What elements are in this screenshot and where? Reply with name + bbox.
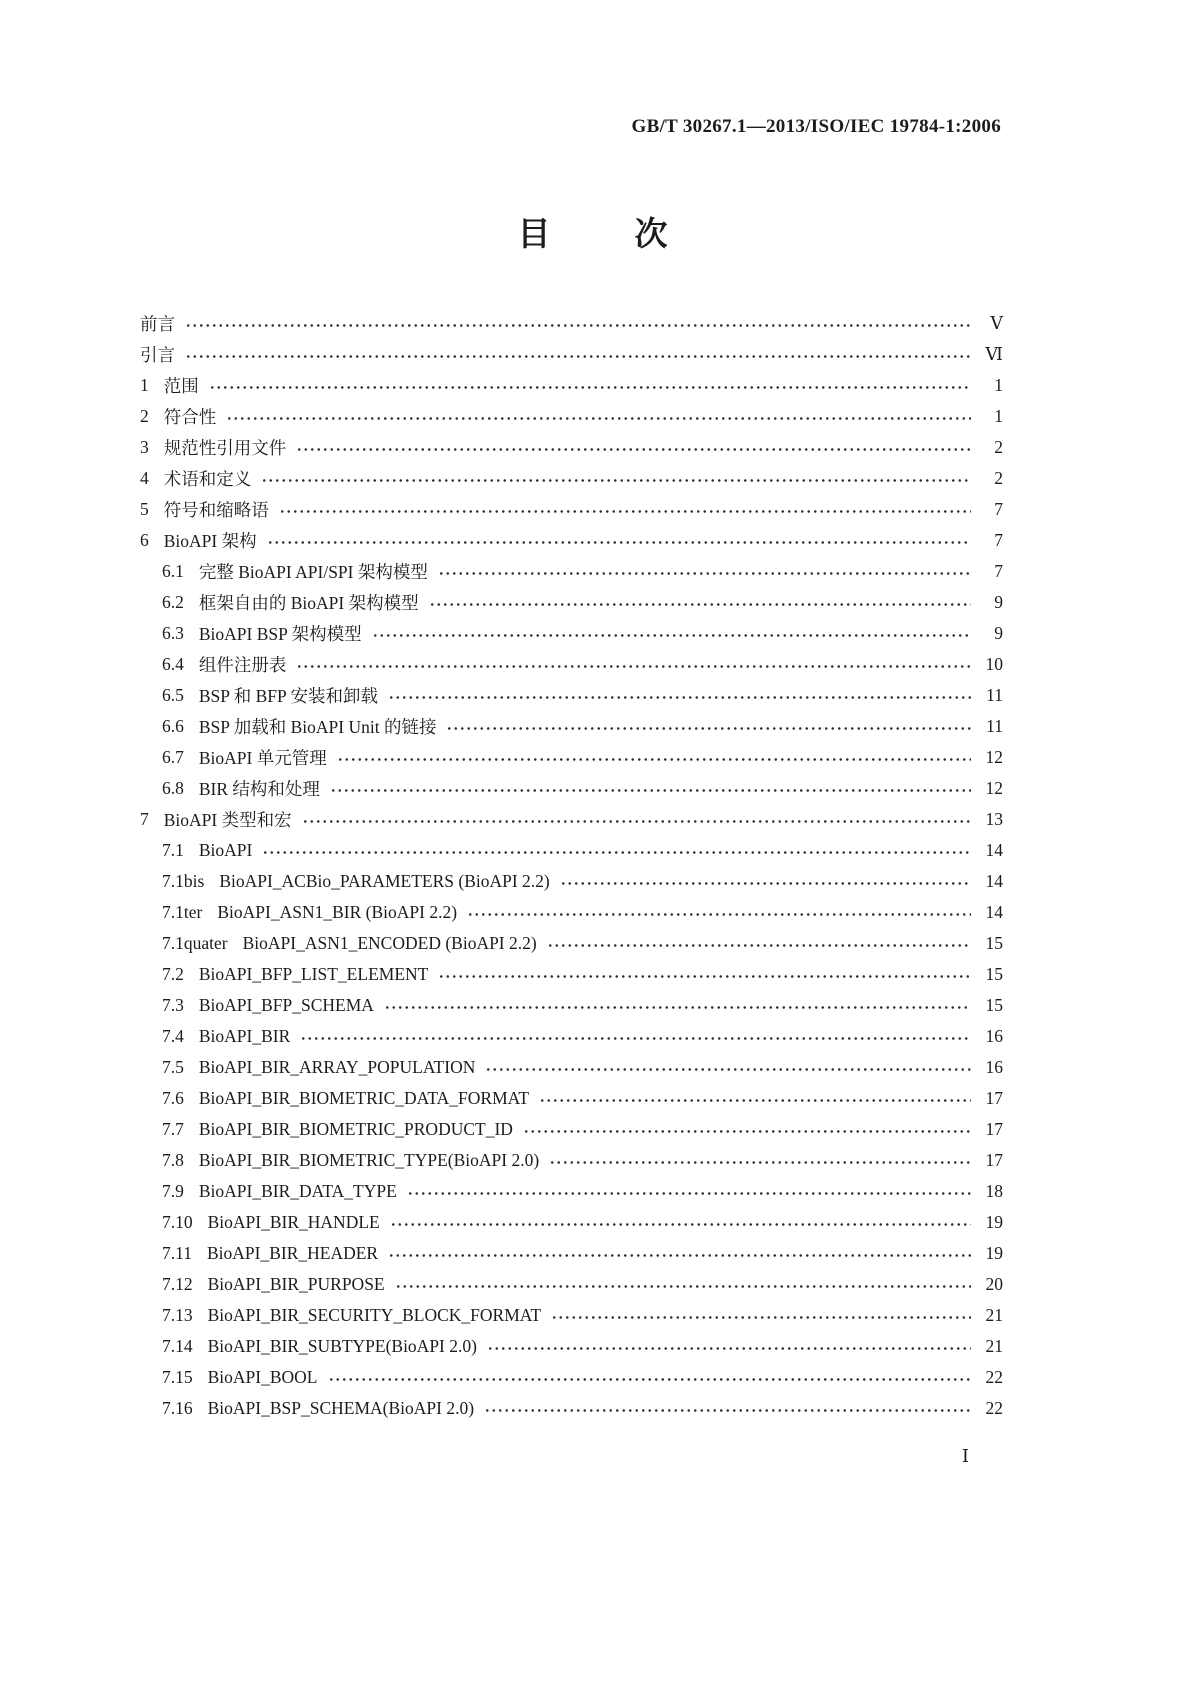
toc-entry-title: BioAPI_BIR_SUBTYPE(BioAPI 2.0): [207, 1336, 477, 1356]
toc-entry-title: BioAPI 单元管理: [198, 748, 327, 768]
toc-entry-title: BioAPI_BIR_BIOMETRIC_PRODUCT_ID: [198, 1119, 513, 1139]
dot-leader: [296, 649, 971, 680]
toc-entry-page: 12: [985, 747, 1003, 767]
toc-entry-page: 14: [985, 871, 1003, 891]
toc-entry-title: BioAPI 类型和宏: [163, 810, 292, 830]
dot-leader: [467, 897, 971, 928]
toc-entry-title: BioAPI_BIR_ARRAY_POPULATION: [198, 1057, 476, 1077]
dot-leader: [384, 990, 971, 1021]
toc-entry: [140, 401, 1003, 432]
dot-leader: [328, 1362, 972, 1393]
toc-entry-page: 11: [986, 716, 1003, 736]
toc-entry-number: 6.7: [162, 747, 184, 767]
toc-entry: [140, 1207, 1003, 1238]
toc-entry-title: 前言: [140, 314, 175, 334]
toc-entry-number: 7.11: [162, 1243, 192, 1263]
dot-leader: [429, 587, 971, 618]
toc-entry-page: 17: [985, 1119, 1003, 1139]
toc-entry-page: 20: [985, 1274, 1003, 1294]
dot-leader: [484, 1393, 971, 1424]
toc-entry: [140, 1362, 1003, 1393]
toc-entry: [140, 928, 1003, 959]
toc-entry-number: 7.1: [162, 840, 184, 860]
toc-entry: [140, 1052, 1003, 1083]
toc-entry-title: BSP 和 BFP 安装和卸载: [198, 686, 378, 706]
toc-entry-page: 7: [994, 561, 1003, 581]
toc-entry-number: 7.14: [162, 1336, 193, 1356]
toc-entry-title: 框架自由的 BioAPI 架构模型: [198, 593, 419, 613]
dot-leader: [372, 618, 971, 649]
dot-leader: [523, 1114, 971, 1145]
toc-entry: [140, 711, 1003, 742]
toc-entry: [140, 463, 1003, 494]
toc-entry: [140, 897, 1003, 928]
toc-entry-number: 7.6: [162, 1088, 184, 1108]
toc-entry-title: 术语和定义: [163, 469, 252, 489]
toc-entry-page: 22: [985, 1367, 1003, 1387]
toc-entry: [140, 525, 1003, 556]
dot-leader: [487, 1331, 971, 1362]
toc-entry-page: 16: [985, 1057, 1003, 1077]
toc-entry: [140, 556, 1003, 587]
toc-entry-number: 7.1ter: [162, 902, 203, 922]
toc-entry: [140, 1176, 1003, 1207]
dot-leader: [337, 742, 971, 773]
toc-entry-page: 14: [985, 840, 1003, 860]
dot-leader: [262, 835, 971, 866]
toc-entry-number: 3: [140, 437, 149, 457]
toc-entry-title: BioAPI_BOOL: [207, 1367, 318, 1387]
dot-leader: [209, 370, 971, 401]
toc-entry-title: 符合性: [163, 407, 217, 427]
dot-leader: [407, 1176, 971, 1207]
dot-leader: [547, 928, 971, 959]
toc-entry-page: 21: [985, 1305, 1003, 1325]
toc-entry-number: 6: [140, 530, 149, 550]
toc-entry-page: 19: [985, 1243, 1003, 1263]
toc-entry-page: 7: [994, 499, 1003, 519]
dot-leader: [302, 804, 971, 835]
toc-entry-page: 16: [985, 1026, 1003, 1046]
toc-entry: [140, 990, 1003, 1021]
toc-entry-title: BioAPI_ASN1_ENCODED (BioAPI 2.2): [242, 933, 537, 953]
toc-entry-title: BioAPI_BIR_DATA_TYPE: [198, 1181, 397, 1201]
toc-entry-page: Ⅵ: [985, 344, 1003, 364]
toc-entry-page: 2: [994, 468, 1003, 488]
toc-entry-page: 10: [985, 654, 1003, 674]
toc-entry-number: 6.4: [162, 654, 184, 674]
toc-entry-title: BioAPI_BIR: [198, 1026, 291, 1046]
toc-entry-title: BioAPI_BFP_LIST_ELEMENT: [198, 964, 429, 984]
toc-entry-page: Ⅴ: [990, 313, 1003, 333]
toc-entry-page: 15: [985, 933, 1003, 953]
dot-leader: [446, 711, 971, 742]
toc-entry-title: BioAPI_BIR_BIOMETRIC_TYPE(BioAPI 2.0): [198, 1150, 540, 1170]
toc-entry-title: BioAPI_BIR_BIOMETRIC_DATA_FORMAT: [198, 1088, 530, 1108]
toc-entry: [140, 866, 1003, 897]
toc-entry: [140, 804, 1003, 835]
toc-entry-number: 7.7: [162, 1119, 184, 1139]
toc-entry-number: 6.8: [162, 778, 184, 798]
toc-entry-page: 18: [985, 1181, 1003, 1201]
toc-entry-title: BioAPI_BFP_SCHEMA: [198, 995, 374, 1015]
dot-leader: [485, 1052, 971, 1083]
toc-entry-page: 21: [985, 1336, 1003, 1356]
toc-entry-page: 19: [985, 1212, 1003, 1232]
dot-leader: [551, 1300, 971, 1331]
toc-entry: [140, 1269, 1003, 1300]
toc-entry-title: BioAPI_BSP_SCHEMA(BioAPI 2.0): [207, 1398, 475, 1418]
toc-entry-title: BIR 结构和处理: [198, 779, 320, 799]
toc-entry-number: 7.8: [162, 1150, 184, 1170]
toc-entry-title: 完整 BioAPI API/SPI 架构模型: [198, 562, 428, 582]
dot-leader: [388, 1238, 971, 1269]
page-title: 目 次: [517, 217, 674, 253]
toc-entry-number: 7.16: [162, 1398, 193, 1418]
dot-leader: [226, 401, 971, 432]
toc-entry-page: 1: [994, 375, 1003, 395]
toc-entry: [140, 339, 1003, 370]
toc-entry-number: 5: [140, 499, 149, 519]
toc-entry-title: BioAPI_ASN1_BIR (BioAPI 2.2): [217, 902, 458, 922]
toc-entry-number: 1: [140, 375, 149, 395]
toc-entry-page: 15: [985, 964, 1003, 984]
toc-entry-number: 7.3: [162, 995, 184, 1015]
dot-leader: [560, 866, 971, 897]
toc-entry: [140, 835, 1003, 866]
toc-entry-title: BioAPI: [198, 840, 253, 860]
toc-entry: [140, 308, 1003, 339]
toc-entry-number: 7: [140, 809, 149, 829]
toc-entry: [140, 370, 1003, 401]
toc-entry-number: 7.2: [162, 964, 184, 984]
toc-entry-title: BSP 加载和 BioAPI Unit 的链接: [198, 717, 437, 737]
toc-entry-title: 组件注册表: [198, 655, 287, 675]
toc-entry-number: 7.4: [162, 1026, 184, 1046]
toc-entry-title: BioAPI_BIR_SECURITY_BLOCK_FORMAT: [207, 1305, 542, 1325]
dot-leader: [395, 1269, 971, 1300]
toc-entry-page: 15: [985, 995, 1003, 1015]
toc-entry-title: BioAPI_ACBio_PARAMETERS (BioAPI 2.2): [219, 871, 550, 891]
toc-entry-page: 12: [985, 778, 1003, 798]
toc-entry-page: 1: [994, 406, 1003, 426]
toc-entry-number: 6.2: [162, 592, 184, 612]
toc-list: [140, 308, 1003, 1424]
toc-entry-page: 9: [994, 592, 1003, 612]
toc-entry: [140, 1300, 1003, 1331]
toc-entry: [140, 1238, 1003, 1269]
toc-entry-page: 14: [985, 902, 1003, 922]
toc-entry-number: 7.10: [162, 1212, 193, 1232]
dot-leader: [261, 463, 971, 494]
toc-entry-number: 6.6: [162, 716, 184, 736]
dot-leader: [549, 1145, 971, 1176]
toc-entry-title: 规范性引用文件: [163, 438, 287, 458]
toc-entry-page: 17: [985, 1088, 1003, 1108]
toc-entry-title: 范围: [163, 376, 199, 396]
toc-entry: [140, 1021, 1003, 1052]
toc-entry: [140, 742, 1003, 773]
toc-entry-number: 7.13: [162, 1305, 193, 1325]
toc-entry-page: 9: [994, 623, 1003, 643]
toc-entry-number: 2: [140, 406, 149, 426]
dot-leader: [539, 1083, 971, 1114]
toc-entry: [140, 773, 1003, 804]
dot-leader: [300, 1021, 971, 1052]
toc-entry-page: 11: [986, 685, 1003, 705]
toc-entry-number: 6.3: [162, 623, 184, 643]
toc-entry-title: 符号和缩略语: [163, 500, 269, 520]
dot-leader: [330, 773, 971, 804]
toc-entry: [140, 618, 1003, 649]
dot-leader: [267, 525, 971, 556]
toc-entry-title: BioAPI 架构: [163, 531, 257, 551]
toc-entry: [140, 1083, 1003, 1114]
toc-entry: [140, 432, 1003, 463]
dot-leader: [185, 308, 971, 339]
toc-entry-page: 22: [985, 1398, 1003, 1418]
toc-entry-page: 7: [994, 530, 1003, 550]
dot-leader: [185, 339, 971, 370]
toc-entry: [140, 649, 1003, 680]
toc-entry: [140, 1145, 1003, 1176]
toc-entry-title: BioAPI BSP 架构模型: [198, 624, 362, 644]
toc-entry-number: 7.12: [162, 1274, 193, 1294]
toc-entry-title: BioAPI_BIR_HEADER: [206, 1243, 379, 1263]
toc-entry: [140, 959, 1003, 990]
toc-entry-page: 17: [985, 1150, 1003, 1170]
toc-entry: [140, 680, 1003, 711]
document-code: GB/T 30267.1—2013/ISO/IEC 19784-1:2006: [631, 116, 1001, 137]
dot-leader: [279, 494, 971, 525]
toc-entry-title: BioAPI_BIR_PURPOSE: [207, 1274, 385, 1294]
dot-leader: [390, 1207, 971, 1238]
toc-entry-title: BioAPI_BIR_HANDLE: [207, 1212, 380, 1232]
toc-entry-number: 7.1bis: [162, 871, 205, 891]
toc-entry: [140, 1393, 1003, 1424]
toc-entry: [140, 494, 1003, 525]
toc-entry-number: 6.5: [162, 685, 184, 705]
toc-entry: [140, 587, 1003, 618]
toc-entry-number: 4: [140, 468, 149, 488]
dot-leader: [388, 680, 971, 711]
toc-entry-number: 7.5: [162, 1057, 184, 1077]
toc-entry-page: 13: [985, 809, 1003, 829]
dot-leader: [438, 959, 971, 990]
footer-page-number: Ⅰ: [961, 1446, 969, 1466]
toc-entry-number: 7.1quater: [162, 933, 228, 953]
toc-entry-title: 引言: [140, 345, 175, 365]
toc-entry-number: 7.15: [162, 1367, 193, 1387]
toc-entry-number: 6.1: [162, 561, 184, 581]
toc-entry: [140, 1331, 1003, 1362]
toc-entry-number: 7.9: [162, 1181, 184, 1201]
toc-entry-page: 2: [994, 437, 1003, 457]
dot-leader: [296, 432, 971, 463]
dot-leader: [438, 556, 971, 587]
toc-entry: [140, 1114, 1003, 1145]
